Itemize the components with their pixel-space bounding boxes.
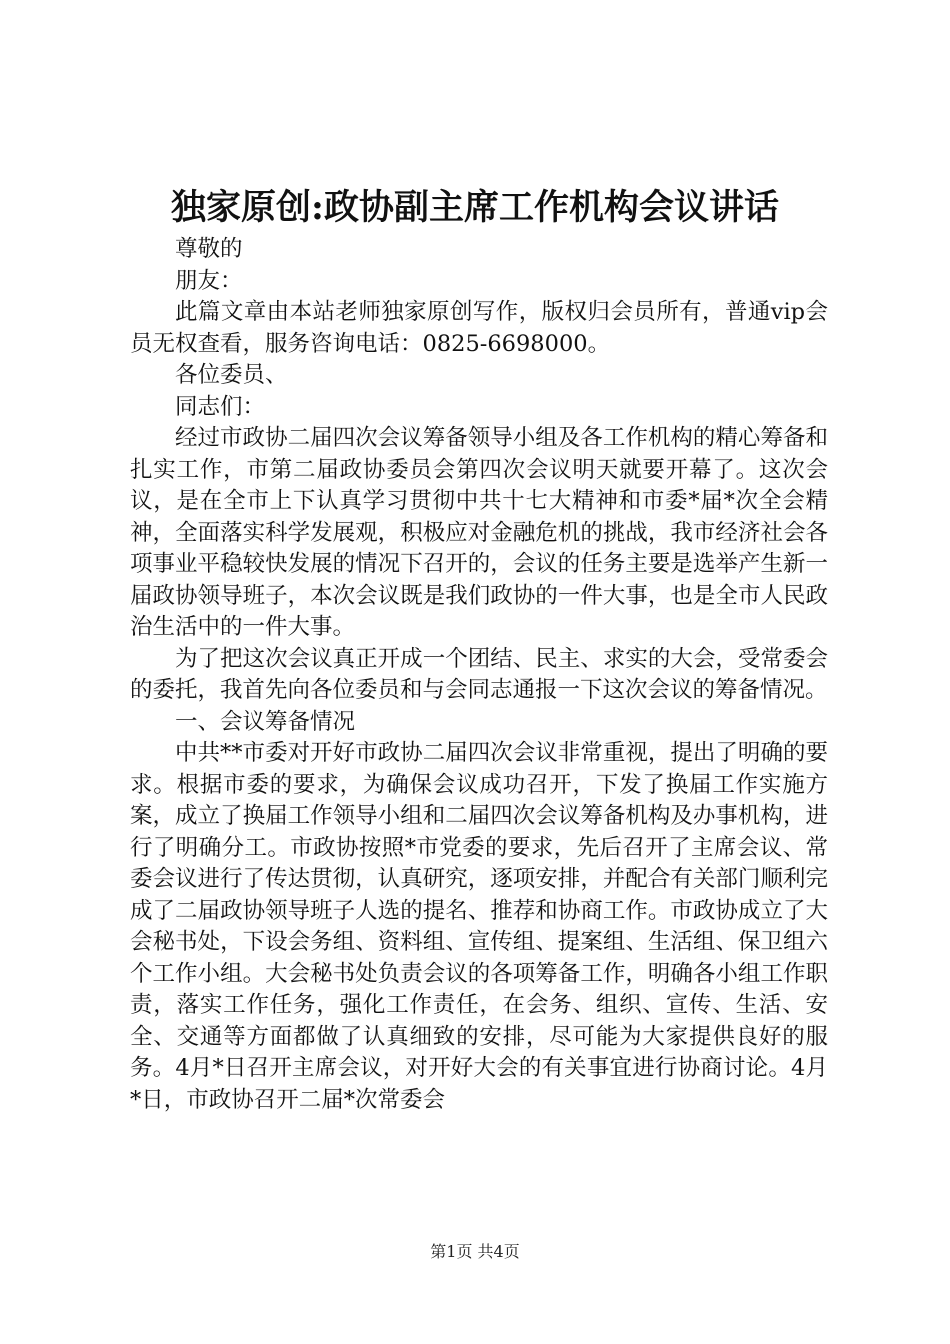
page-footer: 第1页 共4页: [430, 1242, 520, 1261]
body-paragraph: 经过市政协二届四次会议筹备领导小组及各工作机构的精心筹备和扎实工作，市第二届政协委员会第四次会议明天就要开幕了。这次会议，是在全市上下认真学习贯彻中共十七大精神和市委*届*次全会精神，全面落实科学发展观，积极应对金融危机的挑战，我市经济社会各项事业平稳较快发展的情况下召开的，会议的任务主要是选举产生新一届政协领导班子，本次会议既是我们政协的一件大事，也是全市人民政治生活中的一件大事。: [130, 425, 828, 640]
address-line-1: 各位委员、: [175, 362, 288, 388]
section-heading: 一、会议筹备情况: [175, 708, 356, 735]
address-line-2: 同志们：: [175, 393, 266, 420]
copyright-notice: 此篇文章由本站老师独家原创写作，版权归会员所有，普通vip会员无权查看，服务咨询电话：0825-6698000。: [130, 299, 828, 357]
document-body: [130, 234, 828, 1116]
body-paragraph: 为了把这次会议真正开成一个团结、民主、求实的大会，受常委会的委托，我首先向各位委员和与会同志通报一下这次会议的筹备情况。: [130, 645, 828, 703]
document-title: 独家原创:政协副主席工作机构会议讲话: [171, 187, 779, 228]
salutation-line-2: 朋友：: [175, 267, 243, 294]
body-paragraph: 中共**市委对开好市政协二届四次会议非常重视，提出了明确的要求。根据市委的要求，为确保会议成功召开，下发了换届工作实施方案，成立了换届工作领导小组和二届四次会议筹备机构及办事机构，进行了明确分工。市政协按照*市党委的要求，先后召开了主席会议、常委会议进行了传达贯彻，认真研究，逐项安排，并配合有关部门顺利完成了二届政协领导班子人选的提名、推荐和协商工作。市政协成立了大会秘书处，下设会务组、资料组、宣传组、提案组、生活组、保卫组六个工作小组。大会秘书处负责会议的各项筹备工作，明确各小组工作职责，落实工作任务，强化工作责任，在会务、组织、宣传、生活、安全、交通等方面都做了认真细致的安排，尽可能为大家提供良好的服务。4月*日召开主席会议，对开好大会的有关事宜进行协商讨论。4月*日，市政协召开二届*次常委会: [130, 740, 828, 1113]
salutation-line-1: 尊敬的: [175, 236, 243, 262]
